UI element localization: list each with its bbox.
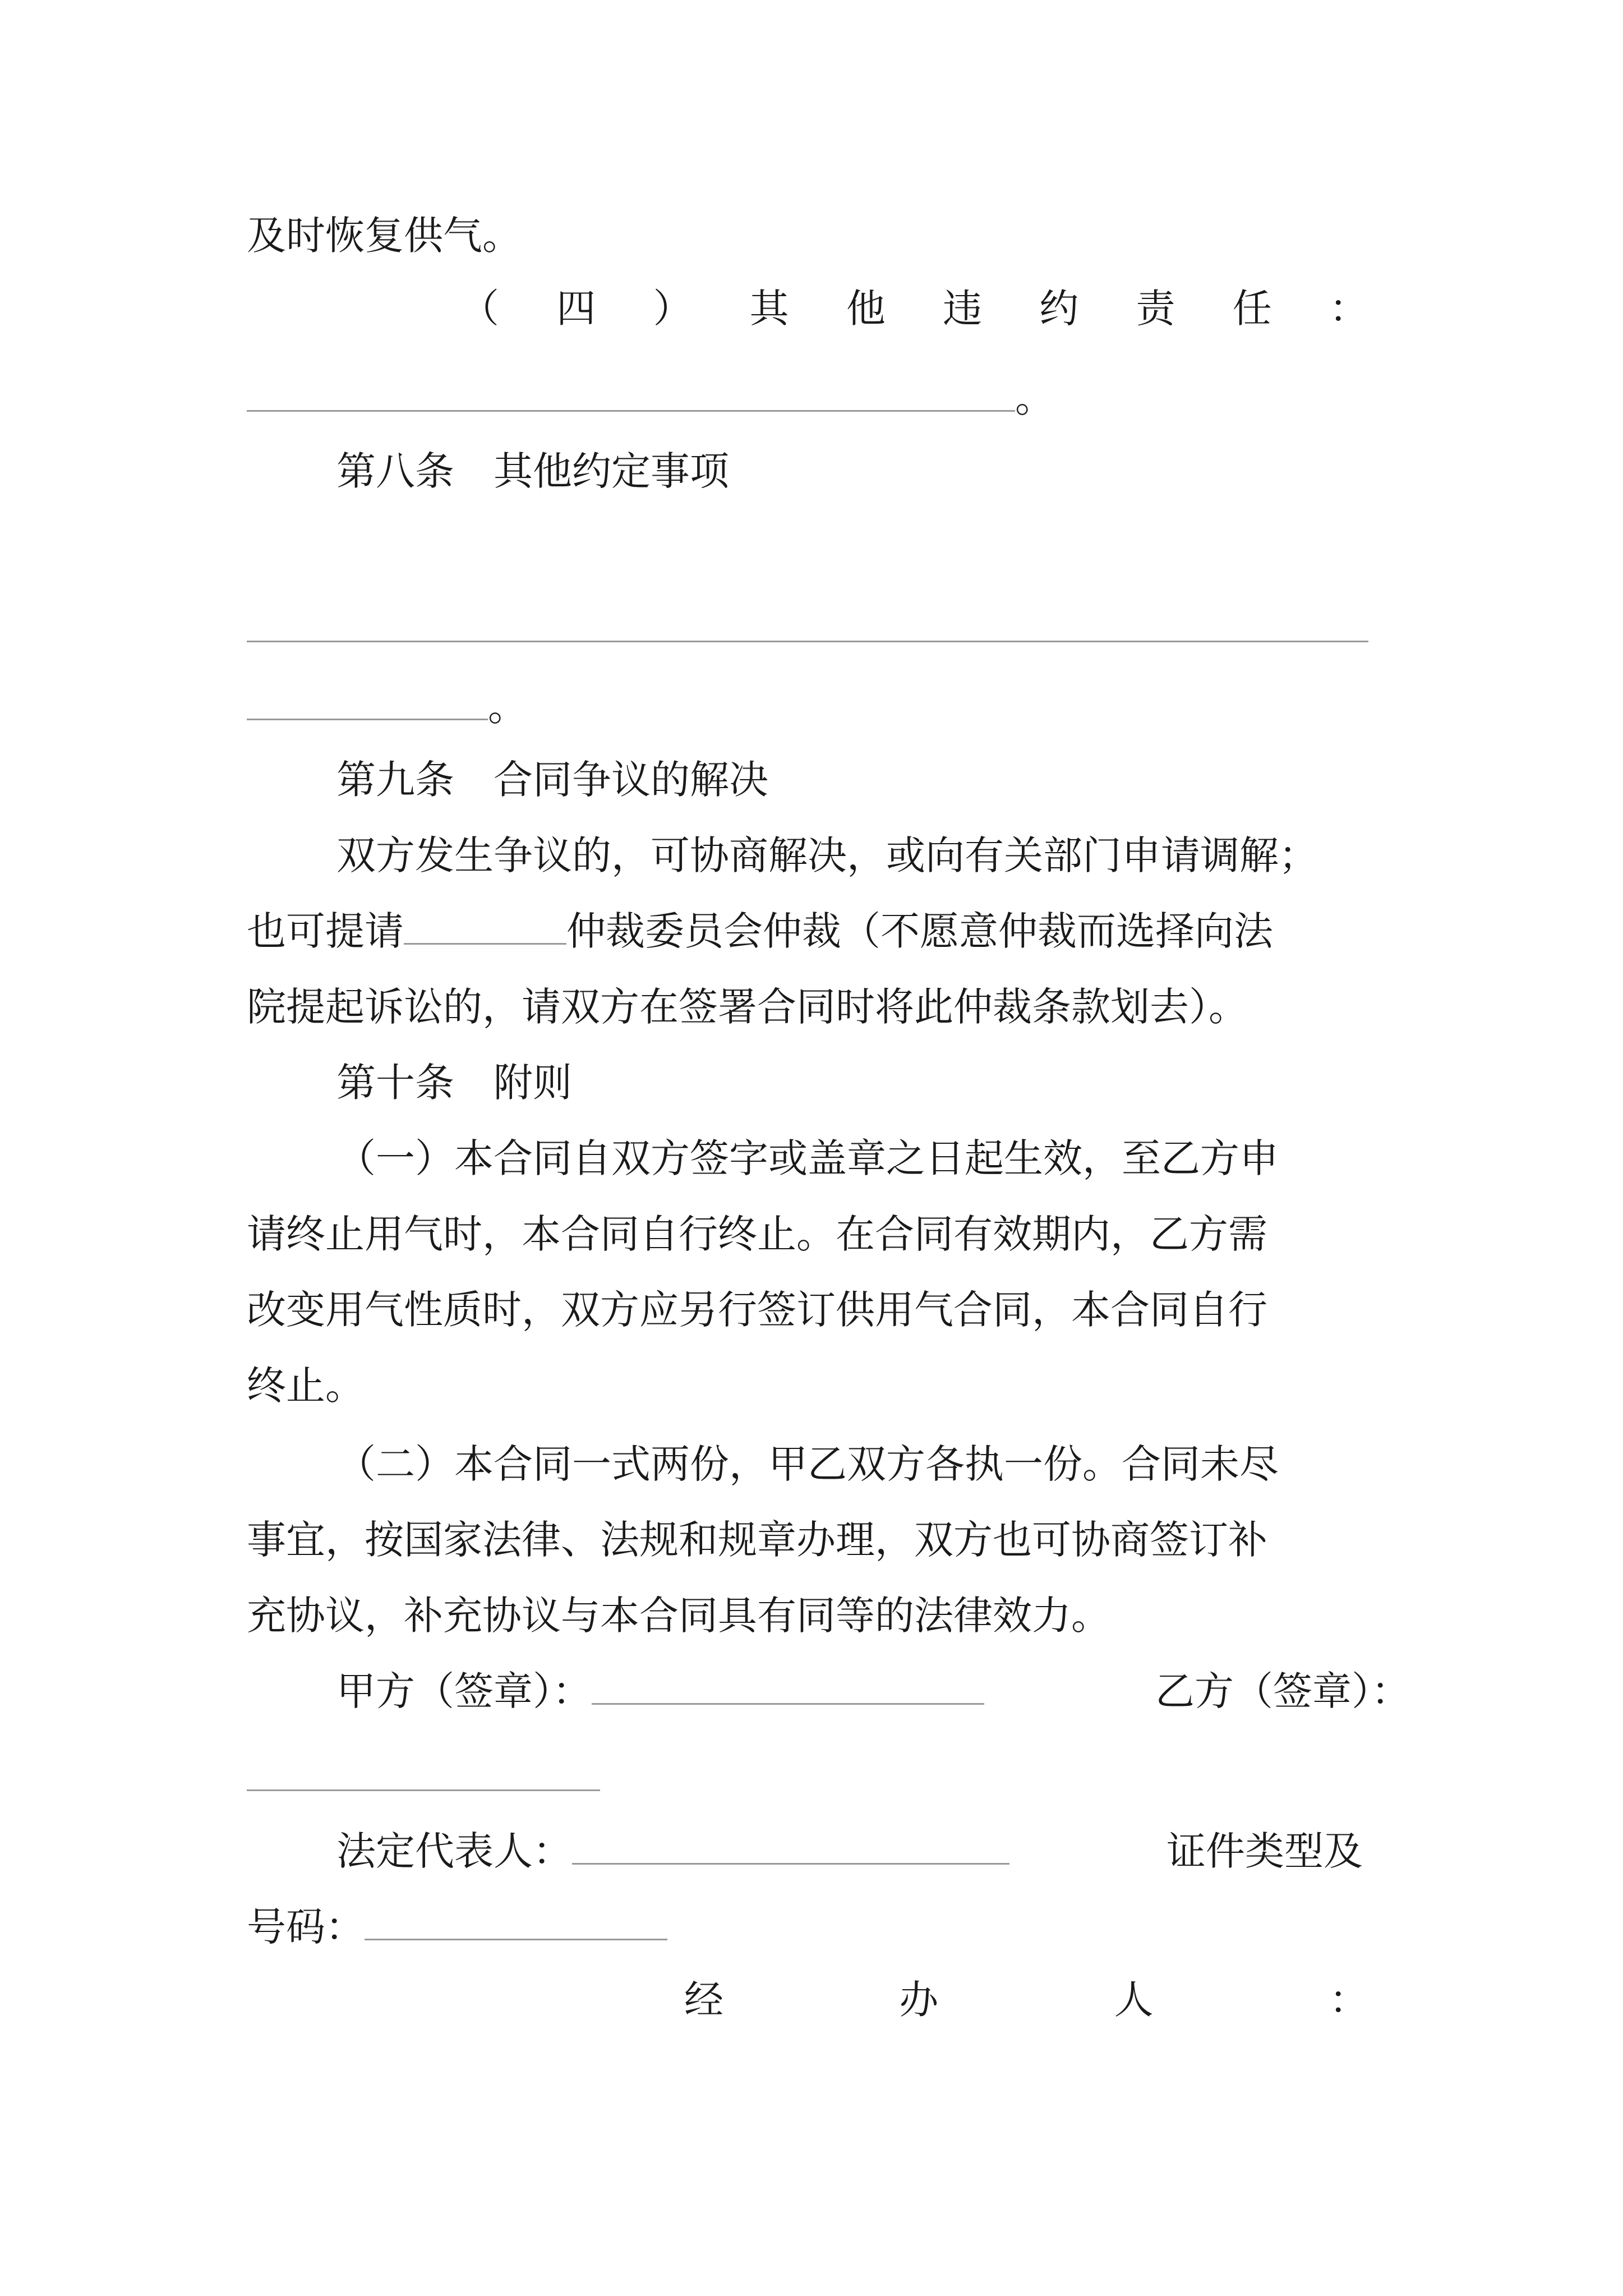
char: 违: [943, 286, 983, 332]
arbitration-blank[interactable]: [404, 904, 566, 945]
char: 四: [556, 286, 596, 332]
char: 约: [1039, 286, 1079, 332]
blank-line: [247, 679, 527, 735]
id-number-label: 号码：: [247, 1904, 365, 1950]
char: 经: [684, 1977, 723, 2023]
char: 办: [899, 1977, 939, 2023]
party-a-signature: [336, 1663, 984, 1719]
article-9-title: 第九条 合同争议的解决: [336, 757, 768, 803]
clause-4-heading: [460, 280, 1368, 337]
text: 也可提请: [247, 908, 404, 954]
paragraph-line: 请终止用气时，本合同自行终止。在合同有效期内，乙方需: [247, 1211, 1267, 1257]
period: 。: [1015, 375, 1054, 421]
legal-rep-field[interactable]: [572, 1824, 1009, 1865]
id-type-label: 证件类型及: [1166, 1828, 1363, 1874]
article-8-title: 第八条 其他约定事项: [336, 448, 729, 494]
char: 他: [846, 286, 886, 332]
char: 其: [749, 286, 789, 332]
paragraph-line: 改变用气性质时，双方应另行签订供用气合同，本合同自行: [247, 1287, 1267, 1333]
id-number-field[interactable]: [365, 1899, 667, 1940]
paragraph-line: 双方发生争议的，可协商解决，或向有关部门申请调解；: [336, 832, 1318, 878]
blank-field[interactable]: [247, 371, 1015, 412]
id-number-line: [247, 1899, 667, 1955]
char: （: [460, 286, 499, 332]
legal-representative: [336, 1823, 1009, 1879]
paragraph-line: （二）本合同一式两份，甲乙双方各执一份。合同未尽: [336, 1441, 1279, 1487]
blank-field[interactable]: [247, 641, 1368, 642]
char: ）: [653, 286, 693, 332]
party-a-field[interactable]: [592, 1664, 984, 1705]
blank-field[interactable]: [247, 679, 488, 720]
agent-line: [684, 1972, 1368, 2028]
party-a-label: 甲方（签章）：: [336, 1668, 592, 1714]
text-line: 及时恢复供气。: [247, 213, 522, 259]
paragraph-line: 院提起诉讼的，请双方在签署合同时将此仲裁条款划去）。: [247, 984, 1248, 1030]
blank-line: [247, 370, 1054, 426]
paragraph-line: 终止。: [247, 1363, 365, 1409]
article-10-title: 第十条 附则: [336, 1060, 572, 1106]
paragraph-line: 事宜，按国家法律、法规和规章办理，双方也可协商签订补: [247, 1517, 1267, 1563]
char: ：: [1329, 1977, 1368, 2023]
paragraph-line: [247, 903, 1273, 959]
char: 责: [1136, 286, 1175, 332]
paragraph-line: 充协议，补充协议与本合同具有同等的法律效力。: [247, 1593, 1110, 1639]
char: 任: [1232, 286, 1272, 332]
period: 。: [488, 684, 527, 730]
text: 仲裁委员会仲裁（不愿意仲裁而选择向法: [566, 908, 1273, 954]
char: 人: [1114, 1977, 1154, 2023]
party-b-field[interactable]: [247, 1789, 600, 1791]
legal-rep-label: 法定代表人：: [336, 1828, 572, 1874]
paragraph-line: （一）本合同自双方签字或盖章之日起生效，至乙方申: [336, 1135, 1279, 1181]
char: ：: [1329, 286, 1368, 332]
party-b-label: 乙方（签章）：: [1155, 1668, 1410, 1714]
